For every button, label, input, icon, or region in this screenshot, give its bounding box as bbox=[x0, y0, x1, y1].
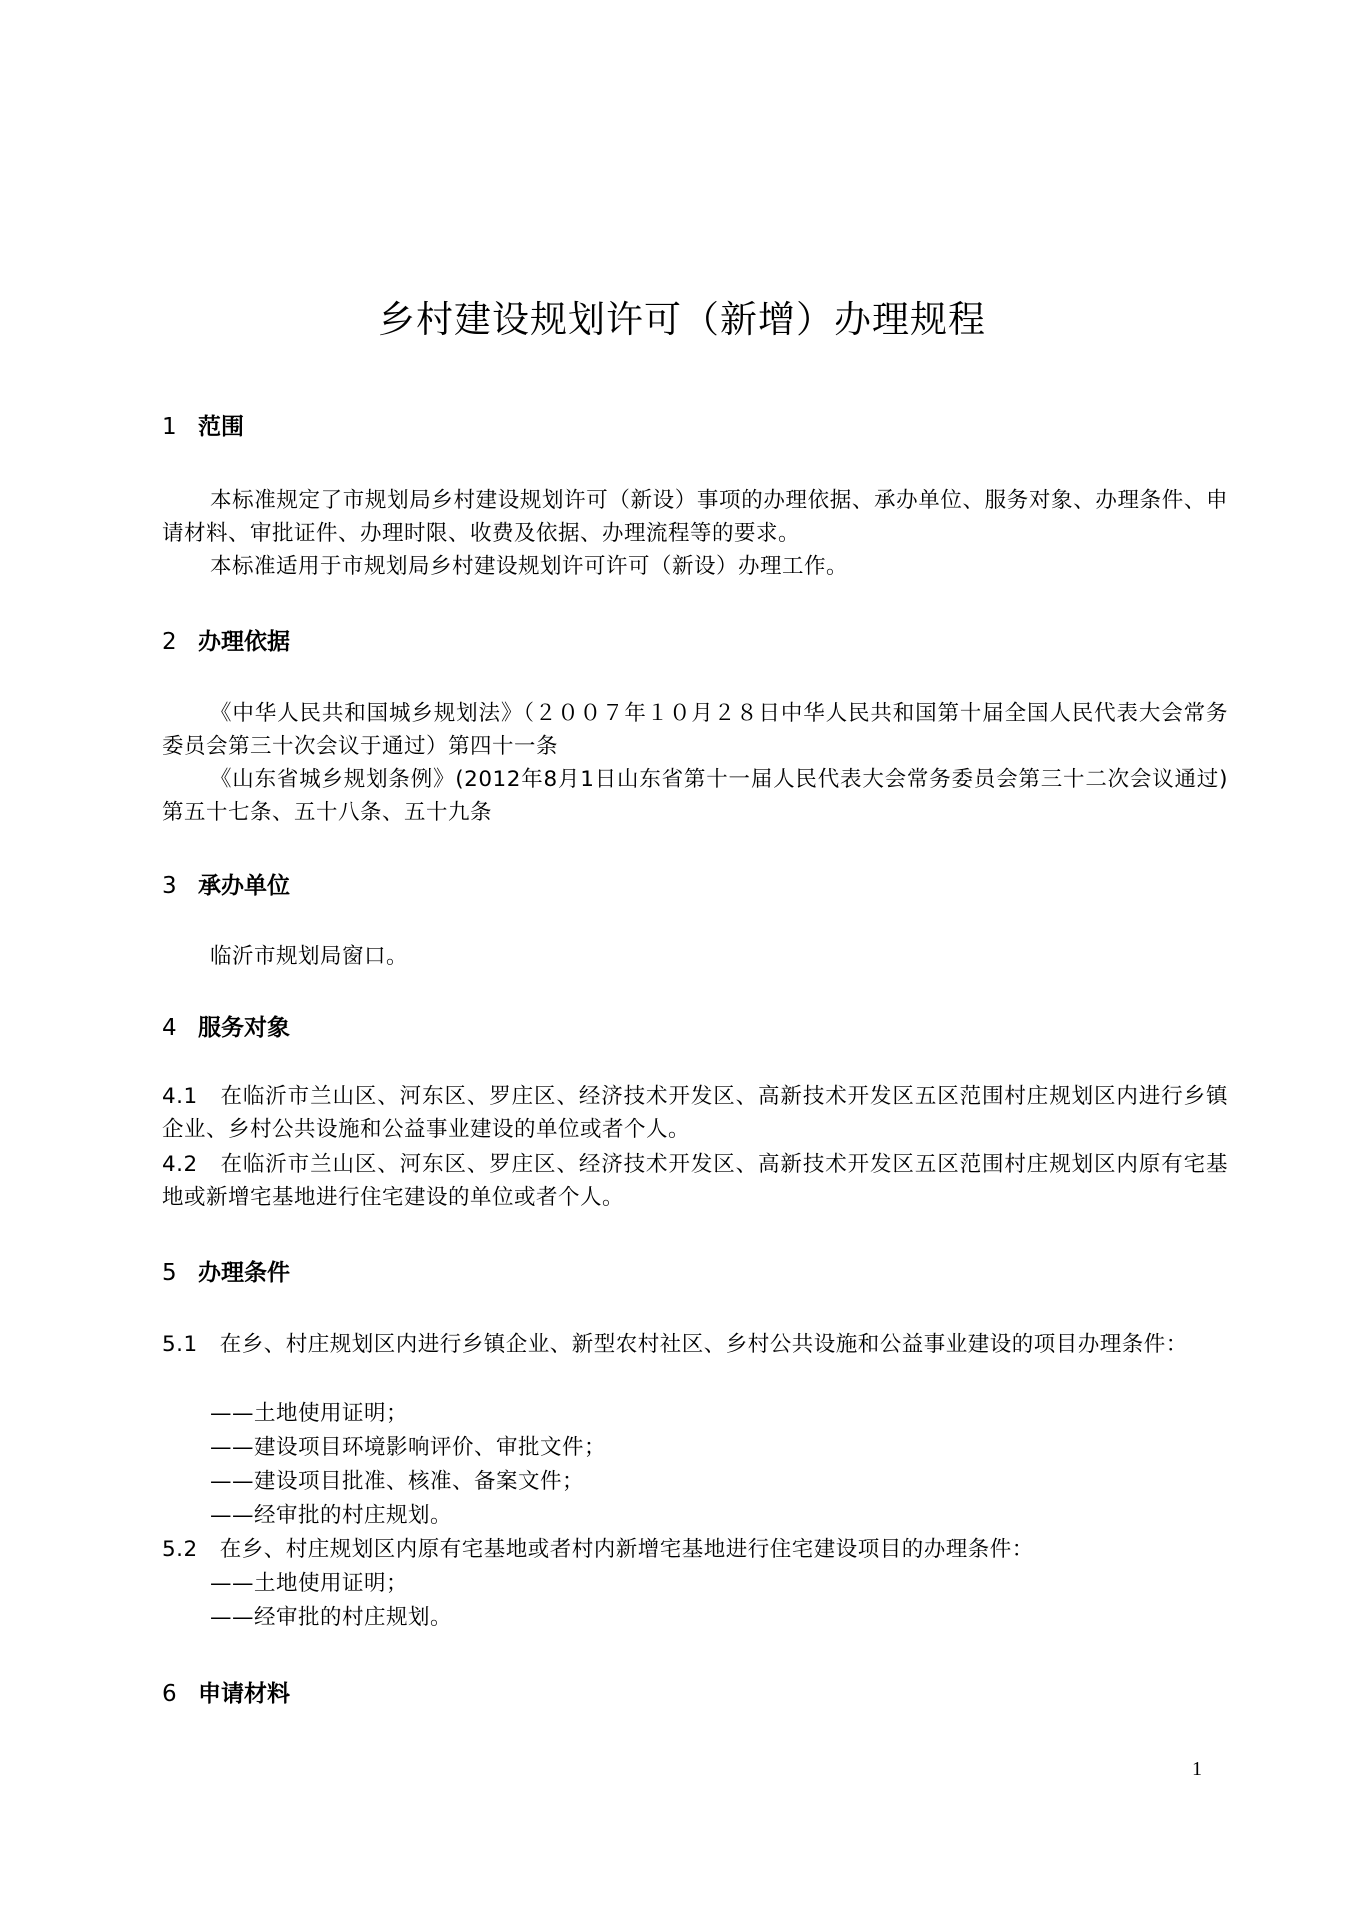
paragraph: 临沂市规划局窗口。 bbox=[210, 944, 409, 969]
section-number: 2 bbox=[162, 629, 177, 655]
paragraph: 5.2 在乡、村庄规划区内原有宅基地或者村内新增宅基地进行住宅建设项目的办理条件： bbox=[162, 1537, 1034, 1562]
section-heading-6 bbox=[162, 1679, 290, 1709]
section-number: 3 bbox=[162, 873, 177, 899]
paragraph: 本标准适用于市规划局乡村建设规划许可许可（新设）办理工作。 bbox=[210, 554, 849, 579]
paragraph: 《中华人民共和国城乡规划法》（２００７年１０月２８日中华人民共和国第十届全国人民代表大会常务委员会第三十次会议于通过）第四十一条 bbox=[162, 701, 1228, 759]
section-heading-2 bbox=[162, 627, 290, 657]
list-item: ——建设项目环境影响评价、审批文件； bbox=[210, 1435, 607, 1460]
section-heading-3 bbox=[162, 871, 290, 901]
list-item: ——经审批的村庄规划。 bbox=[210, 1503, 453, 1528]
section-heading-4 bbox=[162, 1013, 290, 1043]
section-title: 办理条件 bbox=[198, 1260, 290, 1286]
section-title: 范围 bbox=[198, 414, 244, 440]
section-title: 办理依据 bbox=[198, 629, 290, 655]
section-title: 申请材料 bbox=[198, 1681, 290, 1707]
list-item: ——经审批的村庄规划。 bbox=[210, 1605, 453, 1630]
list-item: ——土地使用证明； bbox=[210, 1571, 409, 1596]
section-heading-5 bbox=[162, 1258, 290, 1288]
paragraph: 《山东省城乡规划条例》(2012年8月1日山东省第十一届人民代表大会常务委员会第三十二次会议通过)第五十七条、五十八条、五十九条 bbox=[162, 767, 1228, 825]
paragraph: 5.1 在乡、村庄规划区内进行乡镇企业、新型农村社区、乡村公共设施和公益事业建设的项目办理条件： bbox=[162, 1332, 1188, 1357]
page-number: 1 bbox=[1192, 1758, 1202, 1780]
paragraph: 4.2 在临沂市兰山区、河东区、罗庄区、经济技术开发区、高新技术开发区五区范围村庄规划区内原有宅基地或新增宅基地进行住宅建设的单位或者个人。 bbox=[162, 1152, 1228, 1210]
list-item: ——土地使用证明； bbox=[210, 1401, 409, 1426]
section-number: 4 bbox=[162, 1015, 177, 1041]
section-title: 承办单位 bbox=[198, 873, 290, 899]
section-title: 服务对象 bbox=[198, 1015, 290, 1041]
section-number: 5 bbox=[162, 1260, 177, 1286]
document-title: 乡村建设规划许可（新增）办理规程 bbox=[378, 298, 986, 341]
paragraph: 本标准规定了市规划局乡村建设规划许可（新设）事项的办理依据、承办单位、服务对象、办理条件、申请材料、审批证件、办理时限、收费及依据、办理流程等的要求。 bbox=[162, 488, 1228, 546]
list-item: ——建设项目批准、核准、备案文件； bbox=[210, 1469, 585, 1494]
paragraph: 4.1 在临沂市兰山区、河东区、罗庄区、经济技术开发区、高新技术开发区五区范围村庄规划区内进行乡镇企业、乡村公共设施和公益事业建设的单位或者个人。 bbox=[162, 1084, 1228, 1142]
section-heading-1 bbox=[162, 412, 244, 442]
section-number: 1 bbox=[162, 414, 177, 440]
section-number: 6 bbox=[162, 1681, 177, 1707]
